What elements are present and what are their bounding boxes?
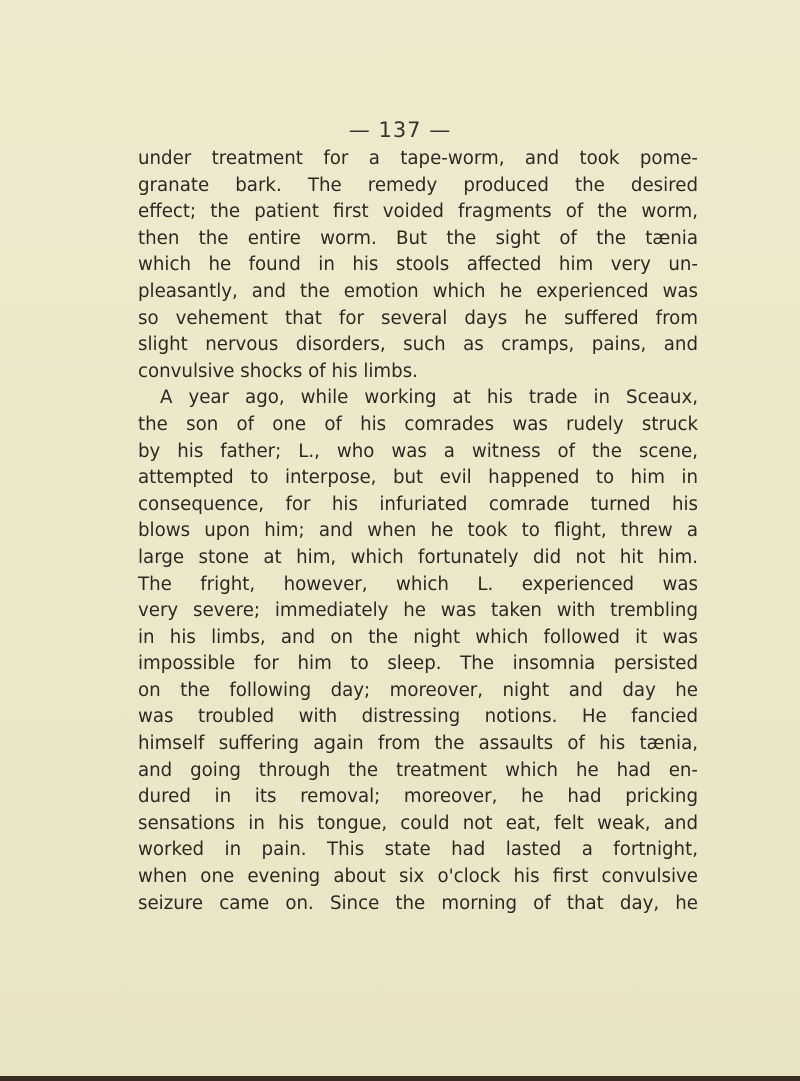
page-bottom-edge xyxy=(0,1076,800,1081)
text-line: blows upon him; and when he took to flight, threw a xyxy=(138,520,698,542)
text-line: very severe; immediately he was taken with trembling xyxy=(138,600,698,622)
text-line: large stone at him, which fortunately did not hit him. xyxy=(138,546,698,568)
text-line: under treatment for a tape-worm, and took pome- xyxy=(138,148,698,169)
text-line: by his father; L., who was a witness of the scene, xyxy=(138,440,698,462)
text-line: attempted to interpose, but evil happened to him in xyxy=(138,467,698,489)
text-line: in his limbs, and on the night which followed it was xyxy=(138,626,698,648)
text-line: the son of one of his comrades was rudely struck xyxy=(138,413,698,435)
text-line: which he found in his stools affected him very un- xyxy=(138,254,698,276)
text-line: slight nervous disorders, such as cramps, pains, and xyxy=(138,334,698,356)
text-line: pleasantly, and the emotion which he experienced was xyxy=(138,280,698,302)
text-line: was troubled with distressing notions. He fancied xyxy=(138,706,698,728)
text-line: when one evening about six o'clock his first convulsive xyxy=(138,866,698,888)
paragraph-end-line: convulsive shocks of his limbs. xyxy=(138,360,418,382)
text-line: sensations in his tongue, could not eat, felt weak, and xyxy=(138,812,698,834)
text-line: effect; the patient first voided fragments of the worm, xyxy=(138,201,698,223)
text-line: worked in pain. This state had lasted a fortnight, xyxy=(138,839,698,861)
text-line: so vehement that for several days he suffered from xyxy=(138,307,698,329)
text-line: The fright, however, which L. experienced was xyxy=(138,573,698,595)
text-line: seizure came on. Since the morning of that day, he xyxy=(138,892,698,914)
text-line: and going through the treatment which he had en- xyxy=(138,759,698,781)
text-line: then the entire worm. But the sight of the tænia xyxy=(138,227,698,249)
text-line: dured in its removal; moreover, he had pricking xyxy=(138,786,698,808)
text-line: on the following day; moreover, night and day he xyxy=(138,679,698,701)
text-line: granate bark. The remedy produced the desired xyxy=(138,174,698,196)
paragraph-start-line: A year ago, while working at his trade in Sceaux, xyxy=(160,387,698,409)
text-line: consequence, for his infuriated comrade turned his xyxy=(138,493,698,515)
page-number: — 137 — xyxy=(348,118,452,142)
body-text xyxy=(138,146,698,917)
text-line: impossible for him to sleep. The insomnia persisted xyxy=(138,653,698,675)
text-line: himself suffering again from the assaults of his tænia, xyxy=(138,733,698,755)
